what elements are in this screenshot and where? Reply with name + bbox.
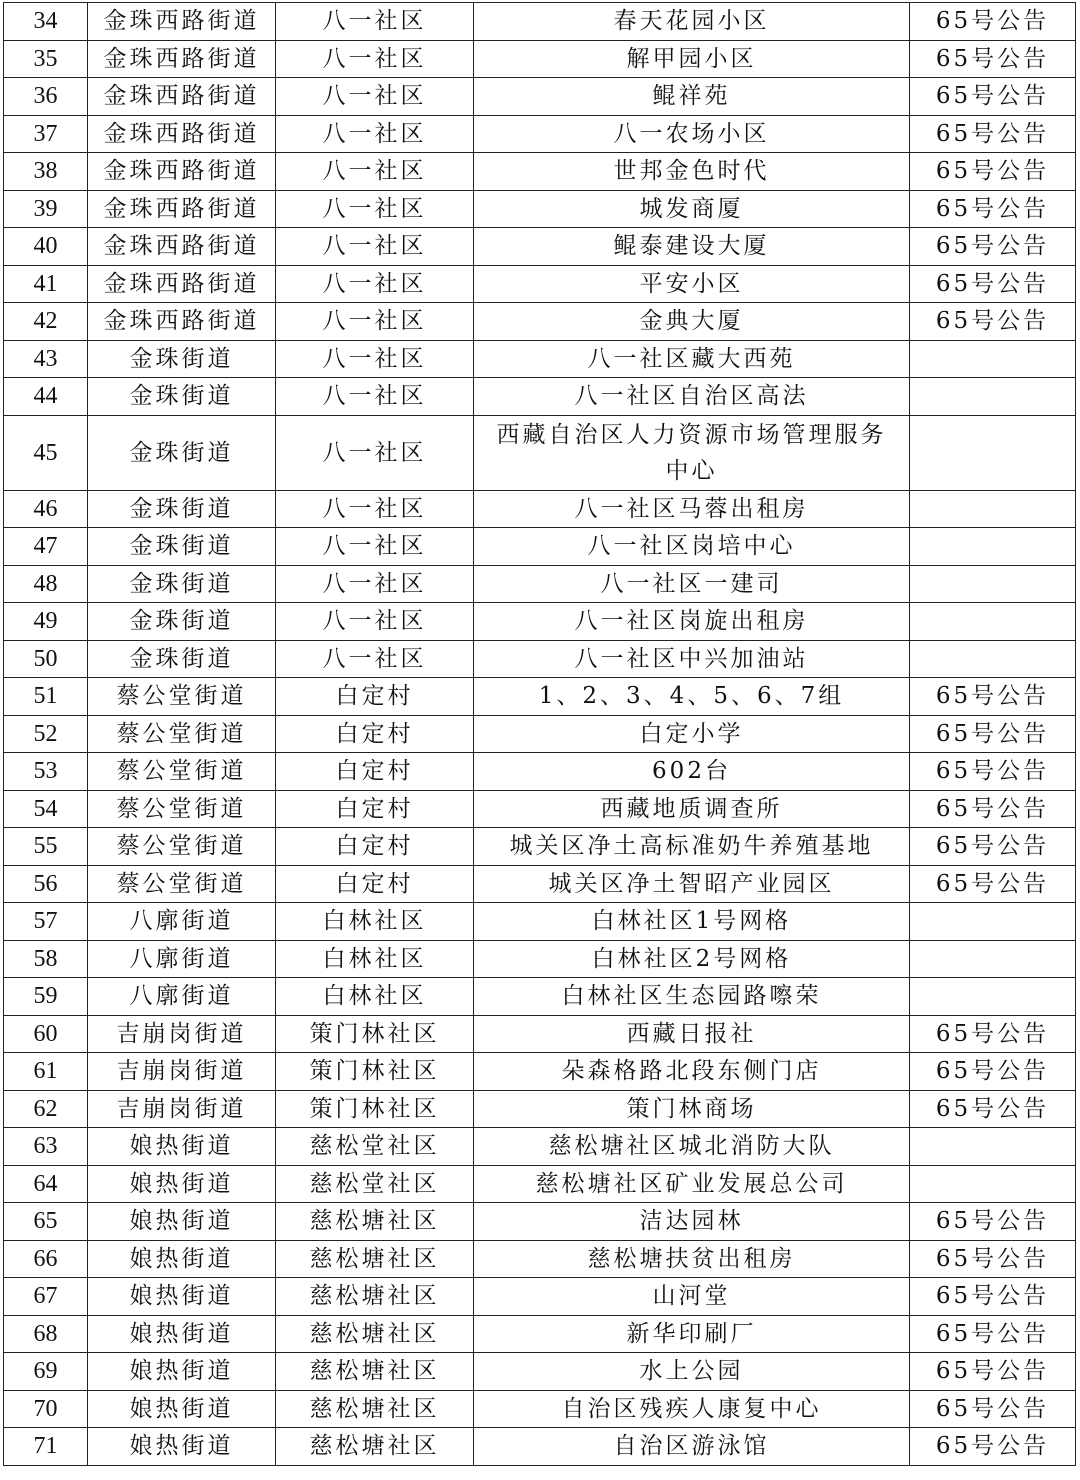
street-cell: 金珠西路街道 bbox=[88, 3, 276, 41]
street-cell: 蔡公堂街道 bbox=[88, 753, 276, 791]
place-cell: 鲲泰建设大厦 bbox=[474, 228, 910, 266]
place-cell: 城关区净土智昭产业园区 bbox=[474, 865, 910, 903]
note-cell bbox=[910, 903, 1076, 941]
row-number-cell: 38 bbox=[4, 153, 88, 191]
table-row bbox=[4, 678, 1076, 716]
note-cell: 65号公告 bbox=[910, 678, 1076, 716]
place-cell: 1、2、3、4、5、6、7组 bbox=[474, 678, 910, 716]
row-number-cell: 50 bbox=[4, 640, 88, 678]
community-cell: 策门林社区 bbox=[276, 1053, 474, 1091]
community-cell: 八一社区 bbox=[276, 565, 474, 603]
community-cell: 策门林社区 bbox=[276, 1015, 474, 1053]
row-number-cell: 42 bbox=[4, 303, 88, 341]
row-number-cell: 59 bbox=[4, 978, 88, 1016]
row-number-cell: 69 bbox=[4, 1353, 88, 1391]
place-cell: 慈松塘社区矿业发展总公司 bbox=[474, 1165, 910, 1203]
community-cell: 八一社区 bbox=[276, 303, 474, 341]
table-row bbox=[4, 1090, 1076, 1128]
community-cell: 策门林社区 bbox=[276, 1090, 474, 1128]
street-cell: 蔡公堂街道 bbox=[88, 828, 276, 866]
note-cell: 65号公告 bbox=[910, 3, 1076, 41]
street-cell: 娘热街道 bbox=[88, 1278, 276, 1316]
table-row bbox=[4, 153, 1076, 191]
note-cell: 65号公告 bbox=[910, 228, 1076, 266]
street-cell: 金珠街道 bbox=[88, 565, 276, 603]
table-row bbox=[4, 1165, 1076, 1203]
table-row bbox=[4, 1240, 1076, 1278]
table-row bbox=[4, 78, 1076, 116]
row-number-cell: 70 bbox=[4, 1390, 88, 1428]
table-row bbox=[4, 340, 1076, 378]
table-row bbox=[4, 3, 1076, 41]
street-cell: 娘热街道 bbox=[88, 1353, 276, 1391]
community-cell: 八一社区 bbox=[276, 265, 474, 303]
community-cell: 慈松塘社区 bbox=[276, 1278, 474, 1316]
note-cell: 65号公告 bbox=[910, 790, 1076, 828]
place-cell: 世邦金色时代 bbox=[474, 153, 910, 191]
row-number-cell: 62 bbox=[4, 1090, 88, 1128]
place-cell: 平安小区 bbox=[474, 265, 910, 303]
street-cell: 金珠西路街道 bbox=[88, 303, 276, 341]
table-row bbox=[4, 903, 1076, 941]
row-number-cell: 66 bbox=[4, 1240, 88, 1278]
street-cell: 金珠西路街道 bbox=[88, 153, 276, 191]
community-cell: 慈松塘社区 bbox=[276, 1428, 474, 1466]
street-cell: 吉崩岗街道 bbox=[88, 1090, 276, 1128]
row-number-cell: 47 bbox=[4, 528, 88, 566]
community-cell: 八一社区 bbox=[276, 115, 474, 153]
note-cell: 65号公告 bbox=[910, 40, 1076, 78]
row-number-cell: 34 bbox=[4, 3, 88, 41]
place-cell: 白林社区2号网格 bbox=[474, 940, 910, 978]
street-cell: 娘热街道 bbox=[88, 1390, 276, 1428]
note-cell: 65号公告 bbox=[910, 115, 1076, 153]
note-cell: 65号公告 bbox=[910, 828, 1076, 866]
place-cell: 八一社区自治区高法 bbox=[474, 378, 910, 416]
area-list-table bbox=[3, 2, 1076, 1466]
row-number-cell: 53 bbox=[4, 753, 88, 791]
community-cell: 慈松塘社区 bbox=[276, 1203, 474, 1241]
table-row bbox=[4, 115, 1076, 153]
community-cell: 八一社区 bbox=[276, 528, 474, 566]
place-cell: 八一社区中兴加油站 bbox=[474, 640, 910, 678]
table-row bbox=[4, 378, 1076, 416]
community-cell: 慈松塘社区 bbox=[276, 1390, 474, 1428]
table-row bbox=[4, 1053, 1076, 1091]
place-cell: 八一社区岗旋出租房 bbox=[474, 603, 910, 641]
note-cell: 65号公告 bbox=[910, 190, 1076, 228]
note-cell bbox=[910, 528, 1076, 566]
community-cell: 八一社区 bbox=[276, 340, 474, 378]
row-number-cell: 57 bbox=[4, 903, 88, 941]
row-number-cell: 71 bbox=[4, 1428, 88, 1466]
street-cell: 蔡公堂街道 bbox=[88, 790, 276, 828]
note-cell bbox=[910, 640, 1076, 678]
table-row bbox=[4, 1428, 1076, 1466]
street-cell: 娘热街道 bbox=[88, 1428, 276, 1466]
note-cell bbox=[910, 940, 1076, 978]
table-row bbox=[4, 40, 1076, 78]
street-cell: 金珠西路街道 bbox=[88, 115, 276, 153]
table-row bbox=[4, 640, 1076, 678]
community-cell: 白定村 bbox=[276, 678, 474, 716]
place-cell: 春天花园小区 bbox=[474, 3, 910, 41]
note-cell: 65号公告 bbox=[910, 78, 1076, 116]
note-cell: 65号公告 bbox=[910, 153, 1076, 191]
note-cell bbox=[910, 340, 1076, 378]
note-cell bbox=[910, 603, 1076, 641]
street-cell: 娘热街道 bbox=[88, 1240, 276, 1278]
note-cell bbox=[910, 1165, 1076, 1203]
community-cell: 八一社区 bbox=[276, 153, 474, 191]
row-number-cell: 44 bbox=[4, 378, 88, 416]
place-cell: 水上公园 bbox=[474, 1353, 910, 1391]
note-cell: 65号公告 bbox=[910, 265, 1076, 303]
street-cell: 娘热街道 bbox=[88, 1315, 276, 1353]
street-cell: 八廓街道 bbox=[88, 940, 276, 978]
community-cell: 八一社区 bbox=[276, 78, 474, 116]
community-cell: 八一社区 bbox=[276, 228, 474, 266]
community-cell: 白林社区 bbox=[276, 903, 474, 941]
row-number-cell: 51 bbox=[4, 678, 88, 716]
street-cell: 金珠街道 bbox=[88, 528, 276, 566]
street-cell: 金珠街道 bbox=[88, 378, 276, 416]
street-cell: 八廓街道 bbox=[88, 978, 276, 1016]
table-row bbox=[4, 1353, 1076, 1391]
table-row bbox=[4, 265, 1076, 303]
table-row bbox=[4, 1015, 1076, 1053]
community-cell: 白林社区 bbox=[276, 940, 474, 978]
place-cell: 城发商厦 bbox=[474, 190, 910, 228]
note-cell: 65号公告 bbox=[910, 1015, 1076, 1053]
row-number-cell: 63 bbox=[4, 1128, 88, 1166]
row-number-cell: 65 bbox=[4, 1203, 88, 1241]
place-cell: 自治区残疾人康复中心 bbox=[474, 1390, 910, 1428]
street-cell: 金珠街道 bbox=[88, 415, 276, 490]
table-row bbox=[4, 790, 1076, 828]
street-cell: 金珠西路街道 bbox=[88, 190, 276, 228]
street-cell: 娘热街道 bbox=[88, 1165, 276, 1203]
table-row bbox=[4, 528, 1076, 566]
community-cell: 白定村 bbox=[276, 715, 474, 753]
street-cell: 金珠街道 bbox=[88, 640, 276, 678]
place-cell: 西藏地质调查所 bbox=[474, 790, 910, 828]
row-number-cell: 55 bbox=[4, 828, 88, 866]
place-cell: 慈松塘扶贫出租房 bbox=[474, 1240, 910, 1278]
table-row bbox=[4, 865, 1076, 903]
table-row bbox=[4, 753, 1076, 791]
community-cell: 八一社区 bbox=[276, 603, 474, 641]
place-cell: 新华印刷厂 bbox=[474, 1315, 910, 1353]
note-cell: 65号公告 bbox=[910, 303, 1076, 341]
note-cell: 65号公告 bbox=[910, 1053, 1076, 1091]
place-cell: 山河堂 bbox=[474, 1278, 910, 1316]
community-cell: 白定村 bbox=[276, 865, 474, 903]
street-cell: 吉崩岗街道 bbox=[88, 1015, 276, 1053]
note-cell: 65号公告 bbox=[910, 1090, 1076, 1128]
place-cell: 白林社区1号网格 bbox=[474, 903, 910, 941]
note-cell: 65号公告 bbox=[910, 1278, 1076, 1316]
community-cell: 白定村 bbox=[276, 753, 474, 791]
street-cell: 金珠街道 bbox=[88, 490, 276, 528]
place-cell: 西藏日报社 bbox=[474, 1015, 910, 1053]
row-number-cell: 64 bbox=[4, 1165, 88, 1203]
place-cell: 602台 bbox=[474, 753, 910, 791]
note-cell bbox=[910, 490, 1076, 528]
street-cell: 金珠街道 bbox=[88, 603, 276, 641]
place-cell: 鲲祥苑 bbox=[474, 78, 910, 116]
place-cell: 八一社区一建司 bbox=[474, 565, 910, 603]
community-cell: 白定村 bbox=[276, 790, 474, 828]
place-cell: 自治区游泳馆 bbox=[474, 1428, 910, 1466]
table-row bbox=[4, 490, 1076, 528]
row-number-cell: 68 bbox=[4, 1315, 88, 1353]
row-number-cell: 49 bbox=[4, 603, 88, 641]
row-number-cell: 52 bbox=[4, 715, 88, 753]
street-cell: 八廓街道 bbox=[88, 903, 276, 941]
row-number-cell: 60 bbox=[4, 1015, 88, 1053]
note-cell: 65号公告 bbox=[910, 1353, 1076, 1391]
table-row bbox=[4, 1203, 1076, 1241]
note-cell: 65号公告 bbox=[910, 865, 1076, 903]
place-cell: 城关区净土高标准奶牛养殖基地 bbox=[474, 828, 910, 866]
community-cell: 慈松堂社区 bbox=[276, 1128, 474, 1166]
street-cell: 蔡公堂街道 bbox=[88, 865, 276, 903]
note-cell bbox=[910, 378, 1076, 416]
community-cell: 白定村 bbox=[276, 828, 474, 866]
row-number-cell: 48 bbox=[4, 565, 88, 603]
community-cell: 白林社区 bbox=[276, 978, 474, 1016]
place-cell: 金典大厦 bbox=[474, 303, 910, 341]
community-cell: 八一社区 bbox=[276, 640, 474, 678]
row-number-cell: 43 bbox=[4, 340, 88, 378]
place-cell: 白定小学 bbox=[474, 715, 910, 753]
row-number-cell: 54 bbox=[4, 790, 88, 828]
row-number-cell: 61 bbox=[4, 1053, 88, 1091]
row-number-cell: 56 bbox=[4, 865, 88, 903]
note-cell: 65号公告 bbox=[910, 1428, 1076, 1466]
place-cell: 策门林商场 bbox=[474, 1090, 910, 1128]
note-cell bbox=[910, 1128, 1076, 1166]
place-cell: 慈松塘社区城北消防大队 bbox=[474, 1128, 910, 1166]
row-number-cell: 46 bbox=[4, 490, 88, 528]
row-number-cell: 40 bbox=[4, 228, 88, 266]
community-cell: 八一社区 bbox=[276, 190, 474, 228]
place-cell: 西藏自治区人力资源市场管理服务中心 bbox=[474, 415, 910, 490]
community-cell: 慈松塘社区 bbox=[276, 1240, 474, 1278]
row-number-cell: 45 bbox=[4, 415, 88, 490]
note-cell: 65号公告 bbox=[910, 1315, 1076, 1353]
street-cell: 金珠西路街道 bbox=[88, 265, 276, 303]
table-row bbox=[4, 1128, 1076, 1166]
note-cell: 65号公告 bbox=[910, 1390, 1076, 1428]
table-row bbox=[4, 1278, 1076, 1316]
table-row bbox=[4, 303, 1076, 341]
table-row bbox=[4, 228, 1076, 266]
document-page bbox=[3, 2, 1076, 1466]
row-number-cell: 39 bbox=[4, 190, 88, 228]
street-cell: 金珠西路街道 bbox=[88, 228, 276, 266]
community-cell: 八一社区 bbox=[276, 415, 474, 490]
street-cell: 娘热街道 bbox=[88, 1128, 276, 1166]
table-row bbox=[4, 603, 1076, 641]
place-cell: 八一社区岗培中心 bbox=[474, 528, 910, 566]
street-cell: 蔡公堂街道 bbox=[88, 678, 276, 716]
place-cell: 朵森格路北段东侧门店 bbox=[474, 1053, 910, 1091]
note-cell: 65号公告 bbox=[910, 753, 1076, 791]
table-row bbox=[4, 565, 1076, 603]
note-cell: 65号公告 bbox=[910, 715, 1076, 753]
place-cell: 洁达园林 bbox=[474, 1203, 910, 1241]
row-number-cell: 37 bbox=[4, 115, 88, 153]
community-cell: 八一社区 bbox=[276, 490, 474, 528]
community-cell: 八一社区 bbox=[276, 40, 474, 78]
community-cell: 慈松塘社区 bbox=[276, 1353, 474, 1391]
community-cell: 慈松塘社区 bbox=[276, 1315, 474, 1353]
place-cell: 解甲园小区 bbox=[474, 40, 910, 78]
row-number-cell: 41 bbox=[4, 265, 88, 303]
community-cell: 慈松堂社区 bbox=[276, 1165, 474, 1203]
street-cell: 金珠西路街道 bbox=[88, 40, 276, 78]
table-body bbox=[4, 3, 1076, 1466]
note-cell bbox=[910, 415, 1076, 490]
table-row bbox=[4, 1315, 1076, 1353]
row-number-cell: 35 bbox=[4, 40, 88, 78]
table-row bbox=[4, 715, 1076, 753]
table-row bbox=[4, 1390, 1076, 1428]
table-row bbox=[4, 828, 1076, 866]
place-cell: 白林社区生态园路嚓荣 bbox=[474, 978, 910, 1016]
table-row bbox=[4, 415, 1076, 490]
row-number-cell: 58 bbox=[4, 940, 88, 978]
community-cell: 八一社区 bbox=[276, 378, 474, 416]
street-cell: 金珠街道 bbox=[88, 340, 276, 378]
note-cell: 65号公告 bbox=[910, 1240, 1076, 1278]
street-cell: 娘热街道 bbox=[88, 1203, 276, 1241]
row-number-cell: 36 bbox=[4, 78, 88, 116]
note-cell bbox=[910, 978, 1076, 1016]
note-cell bbox=[910, 565, 1076, 603]
place-cell: 八一社区马蓉出租房 bbox=[474, 490, 910, 528]
table-row bbox=[4, 978, 1076, 1016]
note-cell: 65号公告 bbox=[910, 1203, 1076, 1241]
row-number-cell: 67 bbox=[4, 1278, 88, 1316]
place-cell: 八一社区藏大西苑 bbox=[474, 340, 910, 378]
street-cell: 蔡公堂街道 bbox=[88, 715, 276, 753]
community-cell: 八一社区 bbox=[276, 3, 474, 41]
street-cell: 吉崩岗街道 bbox=[88, 1053, 276, 1091]
place-cell: 八一农场小区 bbox=[474, 115, 910, 153]
table-row bbox=[4, 190, 1076, 228]
table-row bbox=[4, 940, 1076, 978]
street-cell: 金珠西路街道 bbox=[88, 78, 276, 116]
